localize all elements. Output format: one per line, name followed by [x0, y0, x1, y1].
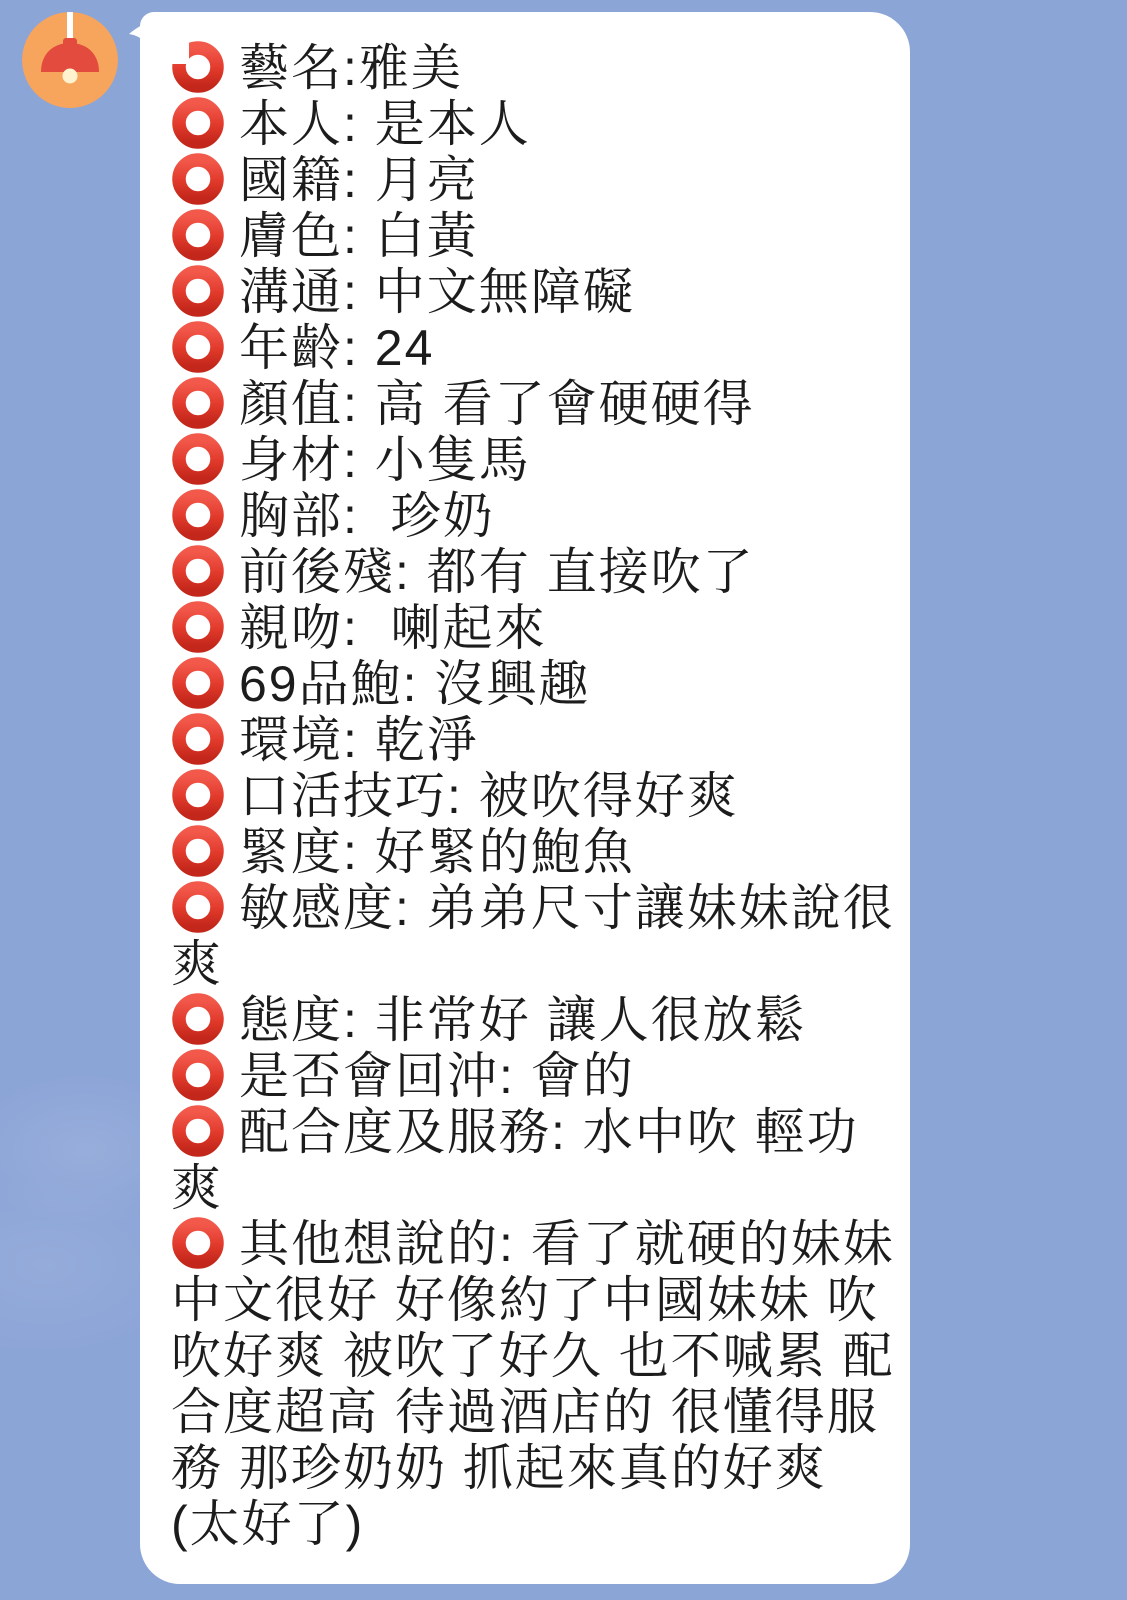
profile-line-text: 溝通: 中文無障礙 — [239, 264, 635, 320]
red-circle-emoji — [171, 96, 225, 150]
profile-line — [171, 880, 901, 992]
profile-line-text: 敏感度: 弟弟尺寸讓妹妹說很爽 — [171, 880, 895, 992]
profile-line-text: 年齡: 24 — [239, 320, 435, 376]
profile-line — [171, 992, 901, 1048]
profile-line-text: 是否會回沖: 會的 — [239, 1048, 635, 1104]
red-circle-emoji — [171, 376, 225, 430]
pendant-lamp-icon — [22, 12, 118, 108]
profile-line-text: 親吻: 喇起來 — [239, 600, 547, 656]
profile-line — [171, 96, 901, 152]
red-circle-emoji — [171, 208, 225, 262]
red-circle-emoji — [171, 152, 225, 206]
red-circle-emoji — [171, 320, 225, 374]
profile-line — [171, 1216, 911, 1552]
profile-line-text: 前後殘: 都有 直接吹了 — [239, 544, 755, 600]
profile-line-text: 膚色: 白黃 — [239, 208, 479, 264]
profile-line — [171, 488, 901, 544]
red-circle-emoji — [171, 488, 225, 542]
profile-line — [171, 376, 901, 432]
profile-line-text: 69品鮑: 沒興趣 — [239, 656, 591, 712]
profile-line-text: 身材: 小隻馬 — [239, 432, 531, 488]
profile-line — [171, 600, 901, 656]
red-circle-emoji — [171, 712, 225, 766]
profile-line-text: 藝名:雅美 — [239, 40, 463, 96]
profile-line — [171, 264, 901, 320]
profile-line-text: 國籍: 月亮 — [239, 152, 479, 208]
lamp-bulb — [63, 69, 78, 84]
profile-line-text: 環境: 乾淨 — [239, 712, 479, 768]
profile-line — [171, 1048, 901, 1104]
profile-line-text: 其他想說的: 看了就硬的妹妹 中文很好 好像約了中國妹妹 吹吹好爽 被吹了好久 也不喊累 配合度超高 待過酒店的 很懂得服務 那珍奶奶 抓起來真的好爽 (太好了) — [171, 1216, 911, 1552]
profile-line-text: 口活技巧: 被吹得好爽 — [239, 768, 739, 824]
bubble-tail — [129, 12, 189, 64]
red-circle-emoji — [171, 992, 225, 1046]
profile-line — [171, 768, 901, 824]
profile-line — [171, 656, 901, 712]
profile-line-text: 緊度: 好緊的鮑魚 — [239, 824, 635, 880]
lamp-cord — [67, 12, 73, 42]
red-circle-emoji — [171, 432, 225, 486]
red-circle-emoji — [171, 824, 225, 878]
message-bubble — [140, 12, 910, 1584]
profile-line — [171, 432, 901, 488]
profile-line-text: 態度: 非常好 讓人很放鬆 — [239, 992, 807, 1048]
profile-line-text: 配合度及服務: 水中吹 輕功爽 — [171, 1104, 859, 1216]
avatar[interactable] — [22, 12, 118, 108]
profile-line-text: 顏值: 高 看了會硬硬得 — [239, 376, 755, 432]
red-circle-emoji — [171, 1216, 225, 1270]
red-circle-emoji — [171, 544, 225, 598]
profile-line-text: 本人: 是本人 — [239, 96, 531, 152]
profile-line — [171, 40, 901, 96]
profile-line-text: 胸部: 珍奶 — [239, 488, 495, 544]
red-circle-emoji — [171, 264, 225, 318]
red-circle-emoji — [171, 880, 225, 934]
red-circle-emoji — [171, 656, 225, 710]
profile-line — [171, 208, 901, 264]
red-circle-emoji — [171, 1104, 225, 1158]
red-circle-emoji — [171, 600, 225, 654]
profile-line — [171, 1104, 901, 1216]
message-content — [171, 40, 911, 1552]
profile-line — [171, 152, 901, 208]
profile-line — [171, 320, 901, 376]
profile-line — [171, 712, 901, 768]
red-circle-emoji — [171, 1048, 225, 1102]
profile-line — [171, 824, 901, 880]
profile-line — [171, 544, 901, 600]
red-circle-emoji — [171, 768, 225, 822]
